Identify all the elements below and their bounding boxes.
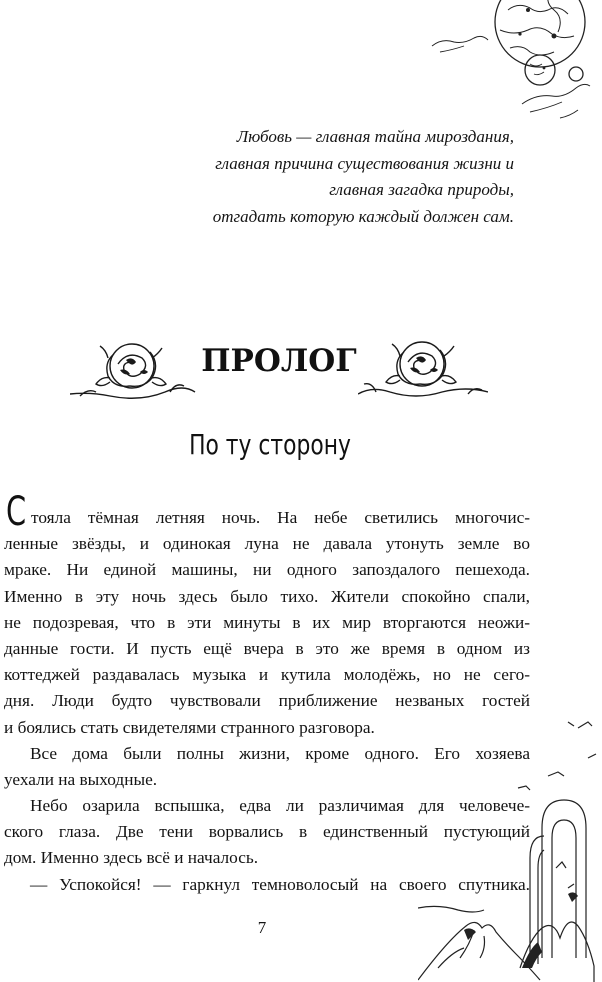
page-number: 7 (257, 918, 267, 937)
rose-ornament-right-icon (358, 334, 488, 414)
first-line-text: тояла тёмная летняя ночь. На небе светились многочис- (31, 508, 530, 527)
epigraph (154, 124, 514, 230)
text-line: Именно в эту ночь здесь было тихо. Жители спокойно спали, (4, 586, 530, 606)
epigraph-line: Любовь — главная тайна мироздания, (236, 127, 514, 146)
chapter-subtitle: По ту сторону (189, 428, 351, 461)
epigraph-line: главная загадка природы, (329, 180, 514, 199)
epigraph-line: главная причина существования жизни и (215, 153, 514, 173)
chapter-header (70, 334, 540, 414)
text-line: и боялись стать свидетелями странного разговора. (4, 717, 375, 737)
text-line: дом. Именно здесь всё и началось. (4, 848, 259, 868)
text-line: данные гости. И пусть ещё вчера в это же время в одном из (4, 638, 530, 658)
text-line: мраке. Ни единой машины, ни одного запоздалого пешехода. (4, 560, 530, 580)
text-line: ского глаза. Две тени ворвались в единственный пустующий (4, 822, 530, 842)
text-line: Небо озарила вспышка, едва ли различимая для человече- (30, 796, 530, 816)
planet-moon-illustration (430, 0, 602, 130)
chapter-title: ПРОЛОГ (201, 343, 357, 379)
text-line: уехали на выходные. (4, 769, 158, 789)
text-line: ленные звёзды, и одинокая луна не давала утонуть земле во (4, 534, 530, 554)
epigraph-line: отгадать которую каждый должен сам. (212, 206, 514, 226)
text-line: не подозревая, что в эти минуты в их мир вторгаются неожи- (4, 612, 530, 632)
rose-ornament-left-icon (70, 334, 200, 414)
drop-cap: С (6, 489, 27, 535)
text-line: Все дома были полны жизни, кроме одного. Его хозяева (30, 743, 530, 763)
text-line: коттеджей раздавалась музыка и кутила молодёжь, но не сего- (4, 665, 530, 685)
text-line: дня. Люди будто чувствовали приближение незваных гостей (4, 691, 530, 711)
text-line: — Успокойся! — гаркнул темноволосый на своего спутника. (30, 874, 530, 894)
paragraph-first-line (4, 489, 530, 535)
castle-arches-illustration (418, 718, 602, 982)
